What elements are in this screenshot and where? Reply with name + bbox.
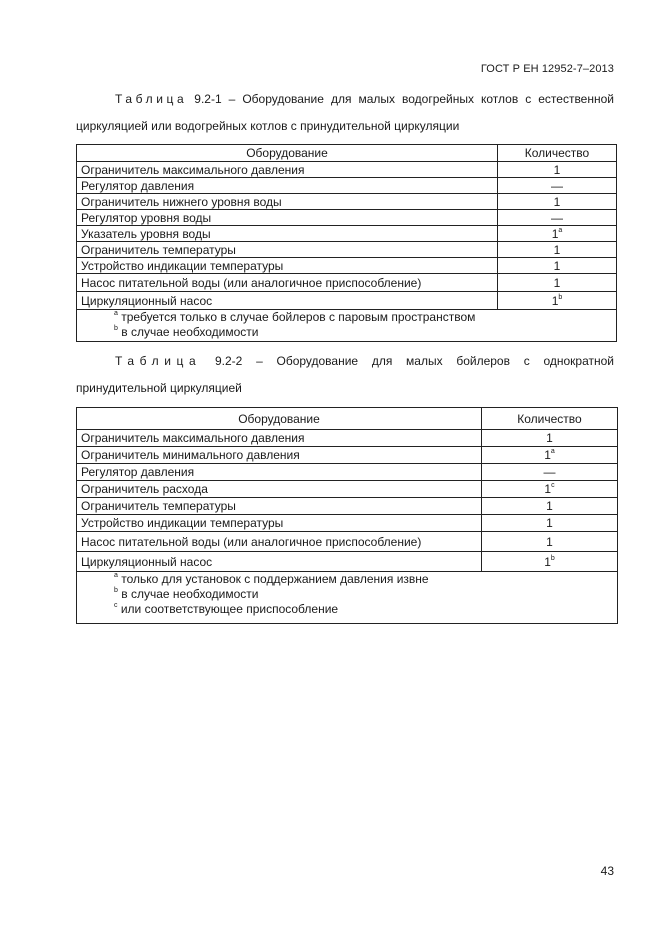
quantity-value: 1 [553, 275, 561, 290]
footnote-mark: a [558, 226, 563, 234]
quantity-cell [482, 430, 618, 447]
table-row [77, 162, 617, 178]
table-row [77, 210, 617, 226]
quantity-cell [498, 210, 617, 226]
quantity-value: 1 [553, 258, 561, 273]
equipment-cell: Циркуляционный насос [77, 552, 482, 572]
equipment-cell: Регулятор давления [77, 178, 498, 194]
quantity-value: 1 [544, 482, 552, 496]
footnote-line [114, 325, 612, 340]
equipment-cell: Указатель уровня воды [77, 226, 498, 242]
equipment-cell: Насос питательной воды (или аналогичное приспособление) [77, 532, 482, 552]
quantity-cell [498, 274, 617, 292]
table2-header-quantity: Количество [482, 408, 618, 430]
quantity-cell [498, 178, 617, 194]
table-row [77, 532, 618, 552]
quantity-value: — [543, 465, 556, 479]
table-row [77, 430, 618, 447]
table1-header-quantity: Количество [498, 145, 617, 162]
footnote-mark: b [114, 587, 118, 594]
quantity-cell [482, 532, 618, 552]
quantity-cell [498, 162, 617, 178]
table-row [77, 552, 618, 572]
table-row [77, 292, 617, 310]
quantity-value: — [551, 210, 563, 225]
table-row [77, 464, 618, 481]
equipment-cell: Регулятор уровня воды [77, 210, 498, 226]
quantity-value: 1 [544, 554, 551, 569]
quantity-value: 1 [553, 162, 561, 177]
equipment-cell: Регулятор давления [77, 464, 482, 481]
footnote-mark: c [114, 602, 118, 609]
footnote-mark: b [550, 554, 555, 562]
table1 [76, 144, 617, 342]
equipment-cell: Ограничитель минимального давления [77, 447, 482, 464]
table-row [77, 515, 618, 532]
footnote-text: требуется только в случае бойлеров с паровым пространством [121, 310, 476, 324]
footnote-mark: b [558, 293, 563, 301]
footnote-text: только для установок с поддержанием давления извне [121, 572, 429, 586]
footnote-line [114, 602, 613, 617]
document-number: ГОСТ Р ЕН 12952-7–2013 [480, 63, 614, 75]
table-row [77, 481, 618, 498]
footnote-text: или соответствующее приспособление [120, 602, 339, 616]
quantity-cell [482, 515, 618, 532]
quantity-cell [498, 242, 617, 258]
equipment-cell: Устройство индикации температуры [77, 515, 482, 532]
table2-caption-label: Таблица [115, 354, 202, 368]
equipment-cell: Устройство индикации температуры [77, 258, 498, 274]
quantity-value: — [551, 178, 563, 193]
table2-caption-text: 9.2-2 – Оборудование для малых бойлеров с однократной принудительной циркуляцией [76, 354, 614, 395]
quantity-value: 1 [546, 499, 553, 513]
quantity-cell [482, 552, 618, 572]
equipment-cell: Ограничитель температуры [77, 498, 482, 515]
quantity-value: 1 [546, 516, 553, 530]
quantity-value: 1 [553, 242, 561, 257]
footnote-mark: a [114, 572, 118, 579]
footnote-mark: b [114, 325, 118, 332]
table2 [76, 407, 618, 624]
quantity-cell [482, 447, 618, 464]
table1-caption [76, 86, 614, 140]
quantity-value: 1 [546, 431, 553, 445]
table2-caption [76, 348, 614, 402]
footnote-mark: a [114, 310, 118, 317]
footnote-mark: a [550, 448, 555, 455]
quantity-value: 1 [544, 448, 551, 462]
equipment-cell: Насос питательной воды (или аналогичное приспособление) [77, 274, 498, 292]
quantity-value: 1 [551, 293, 559, 308]
equipment-cell: Ограничитель максимального давления [77, 430, 482, 447]
table-row [77, 226, 617, 242]
table-row [77, 242, 617, 258]
quantity-cell [498, 194, 617, 210]
table1-header-equipment: Оборудование [77, 145, 498, 162]
quantity-cell [482, 464, 618, 481]
footnote-line [114, 572, 613, 587]
equipment-cell: Ограничитель нижнего уровня воды [77, 194, 498, 210]
equipment-cell: Циркуляционный насос [77, 292, 498, 310]
table-footnotes [77, 310, 617, 342]
footnote-mark: c [551, 482, 555, 489]
quantity-value: 1 [546, 534, 553, 549]
equipment-cell: Ограничитель максимального давления [77, 162, 498, 178]
equipment-cell: Ограничитель температуры [77, 242, 498, 258]
quantity-cell [498, 292, 617, 310]
footnote-text: в случае необходимости [121, 587, 259, 601]
quantity-value: 1 [551, 226, 559, 241]
table-row [77, 178, 617, 194]
quantity-cell [498, 258, 617, 274]
table-row [77, 447, 618, 464]
table-row [77, 194, 617, 210]
equipment-cell: Ограничитель расхода [77, 481, 482, 498]
quantity-cell [498, 226, 617, 242]
table-row [77, 274, 617, 292]
quantity-cell [482, 481, 618, 498]
footnote-text: в случае необходимости [121, 325, 259, 339]
quantity-value: 1 [553, 194, 561, 209]
table1-caption-label: Таблица [115, 92, 188, 106]
table1-caption-text: 9.2-1 – Оборудование для малых водогрейных котлов с естественной циркуляцией или водогрейных котлов с принудительной циркуляции [76, 92, 614, 133]
quantity-cell [482, 498, 618, 515]
footnote-line [114, 310, 612, 325]
footnote-line [114, 587, 613, 602]
table-row [77, 258, 617, 274]
table2-header-equipment: Оборудование [77, 408, 482, 430]
table-row [77, 498, 618, 515]
table-footnotes [77, 572, 618, 624]
page-number: 43 [600, 864, 614, 878]
